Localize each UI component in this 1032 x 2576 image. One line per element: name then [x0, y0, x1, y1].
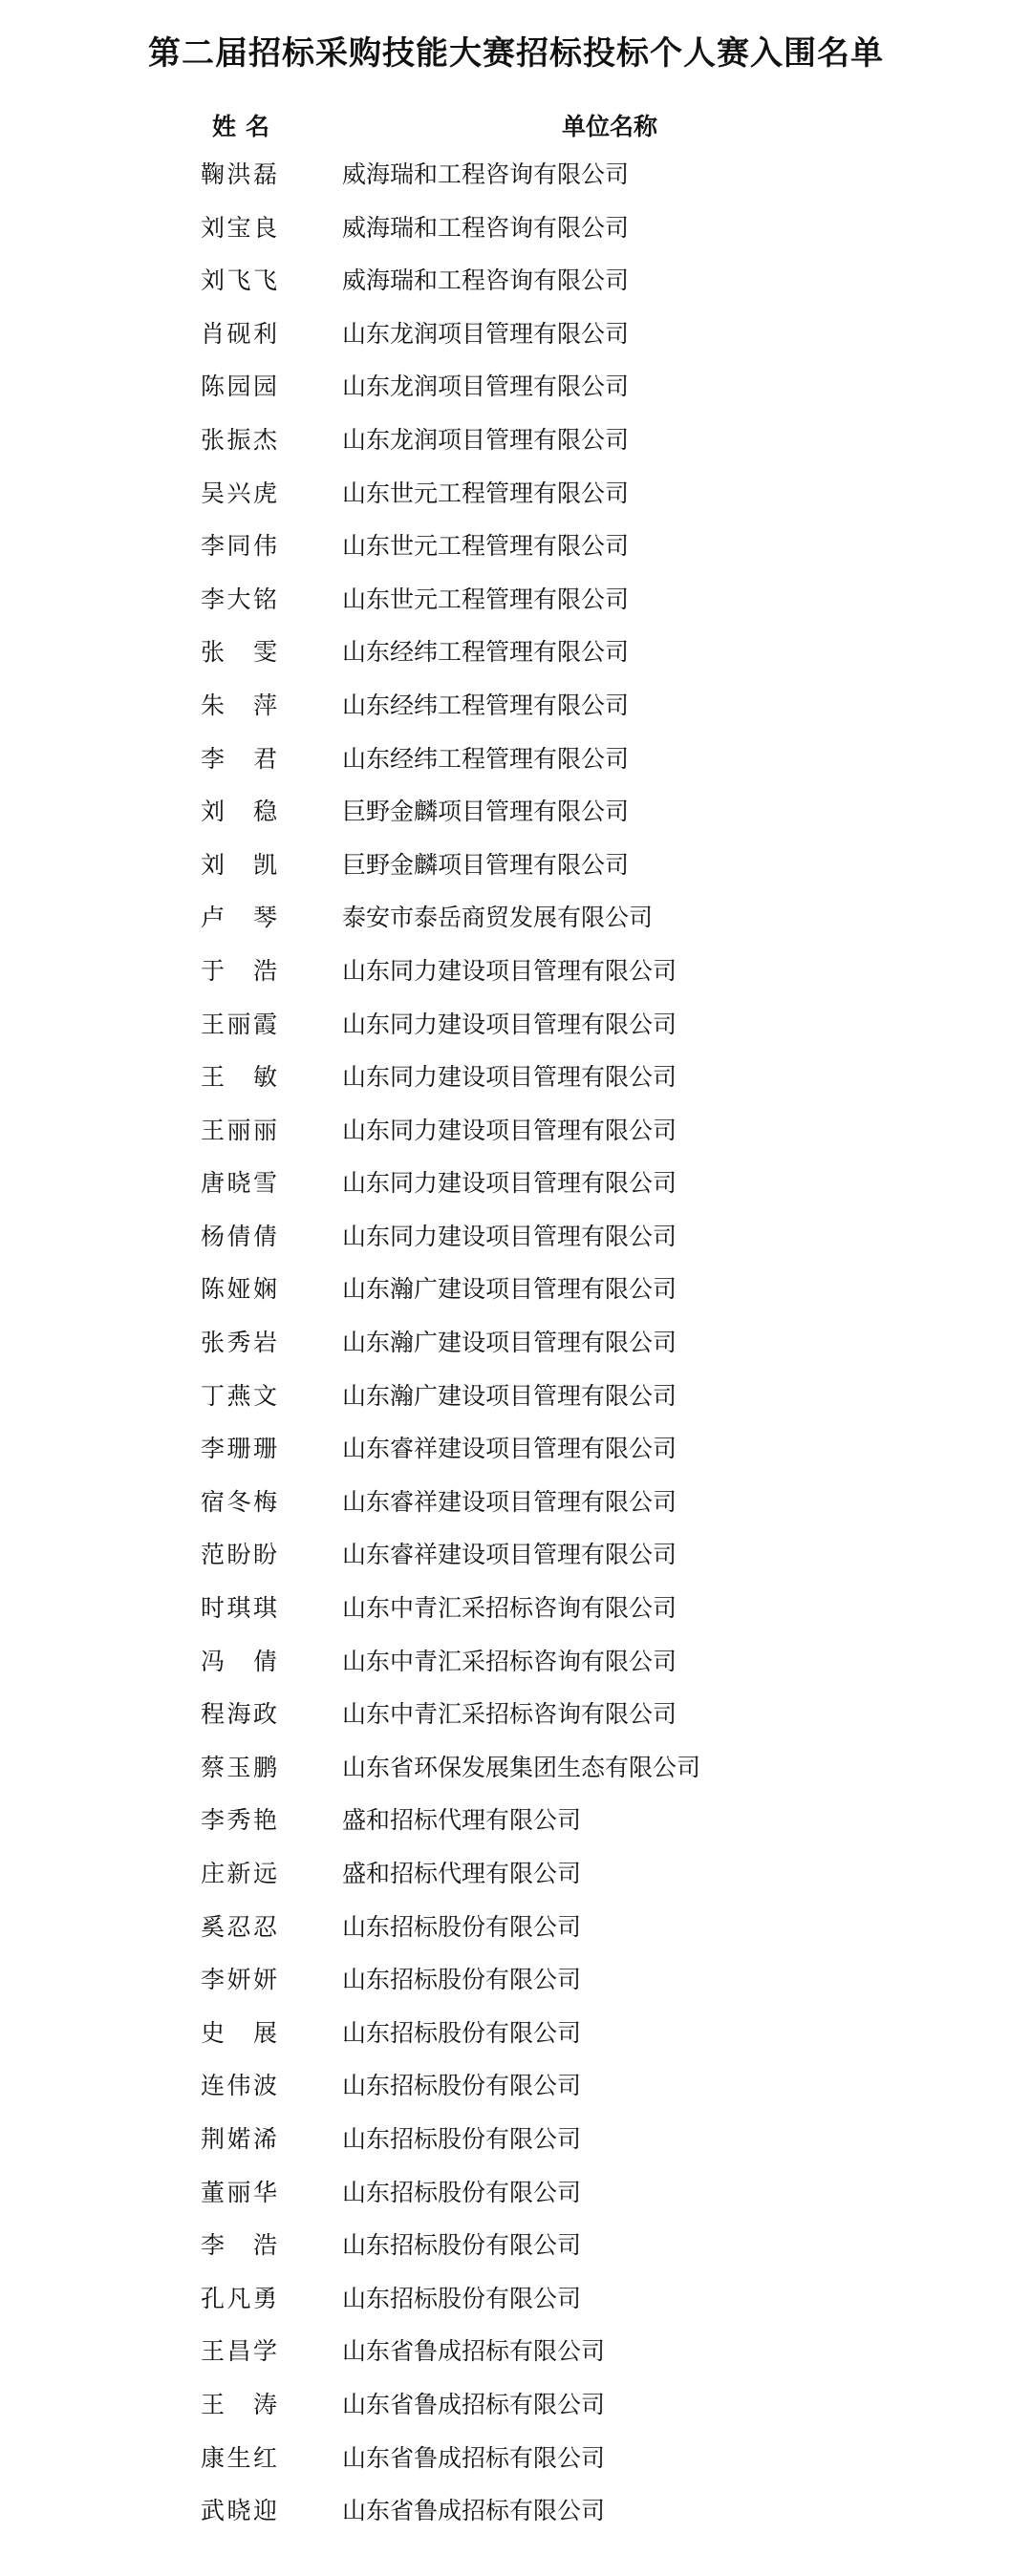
company-name: 山东同力建设项目管理有限公司 — [342, 1222, 677, 1250]
company-name: 山东省鲁成招标有限公司 — [342, 2443, 606, 2472]
company-name: 山东经纬工程管理有限公司 — [342, 744, 630, 773]
person-name: 张振杰 — [201, 425, 277, 454]
person-name: 王丽丽 — [201, 1116, 277, 1144]
company-name: 山东经纬工程管理有限公司 — [342, 638, 630, 667]
company-name: 山东招标股份有限公司 — [342, 2284, 582, 2312]
company-name: 山东招标股份有限公司 — [342, 2072, 582, 2100]
company-name: 山东招标股份有限公司 — [342, 2018, 582, 2047]
person-name: 王昌学 — [201, 2337, 277, 2366]
person-name: 刘 凯 — [201, 850, 277, 879]
company-name: 威海瑞和工程咨询有限公司 — [342, 160, 630, 188]
person-name: 李 浩 — [201, 2231, 277, 2260]
table-row — [0, 2435, 1032, 2488]
header-unit: 单位名称 — [562, 113, 658, 140]
person-name: 庄新远 — [201, 1860, 277, 1887]
company-name: 山东睿祥建设项目管理有限公司 — [342, 1541, 677, 1569]
company-name: 山东瀚广建设项目管理有限公司 — [342, 1381, 677, 1410]
person-name: 刘宝良 — [201, 213, 277, 242]
table-row — [0, 1319, 1032, 1373]
table-row — [0, 470, 1032, 523]
table-row — [0, 735, 1032, 789]
table-row — [0, 416, 1032, 470]
person-name: 奚忍忍 — [201, 1912, 277, 1941]
person-name: 吴兴虎 — [201, 479, 277, 507]
person-name: 于 浩 — [201, 956, 277, 985]
table-row — [0, 2328, 1032, 2381]
company-name: 山东省鲁成招标有限公司 — [342, 2497, 606, 2525]
table-row — [0, 2062, 1032, 2116]
person-name: 陈娅娴 — [201, 1275, 277, 1304]
person-name: 王 涛 — [201, 2390, 277, 2418]
table-row — [0, 2381, 1032, 2435]
company-name: 山东省鲁成招标有限公司 — [342, 2337, 606, 2366]
person-name: 史 展 — [201, 2018, 277, 2047]
company-name: 巨野金麟项目管理有限公司 — [342, 798, 630, 826]
header-name: 姓名 — [212, 113, 269, 140]
table-row — [0, 1531, 1032, 1585]
table-row — [0, 2116, 1032, 2169]
company-name: 山东招标股份有限公司 — [342, 2178, 582, 2206]
table-row — [0, 947, 1032, 1001]
person-name: 程海政 — [201, 1700, 277, 1729]
table-row — [0, 576, 1032, 629]
company-name: 山东招标股份有限公司 — [342, 2124, 582, 2153]
table-row — [0, 363, 1032, 416]
company-name: 山东经纬工程管理有限公司 — [342, 691, 630, 719]
table-row — [0, 1213, 1032, 1267]
person-name: 鞠洪磊 — [201, 160, 277, 188]
person-name: 孔凡勇 — [201, 2284, 277, 2312]
company-name: 山东中青汇采招标咨询有限公司 — [342, 1700, 677, 1729]
company-name: 山东睿祥建设项目管理有限公司 — [342, 1487, 677, 1516]
document-title: 第二届招标采购技能大赛招标投标个人赛入围名单 — [148, 34, 884, 73]
person-name: 丁燕文 — [201, 1381, 277, 1410]
person-name: 李同伟 — [201, 532, 277, 561]
company-name: 山东同力建设项目管理有限公司 — [342, 1063, 677, 1092]
person-name: 张 雯 — [201, 638, 277, 667]
company-name: 泰安市泰岳商贸发展有限公司 — [342, 904, 654, 932]
table-row — [0, 204, 1032, 258]
company-name: 山东省环保发展集团生态有限公司 — [342, 1753, 701, 1781]
person-name: 冯 倩 — [201, 1647, 277, 1675]
company-name: 山东睿祥建设项目管理有限公司 — [342, 1435, 677, 1463]
table-row — [0, 1001, 1032, 1054]
table-row — [0, 2275, 1032, 2329]
table-row — [0, 2010, 1032, 2063]
person-name: 董丽华 — [201, 2178, 277, 2206]
company-name: 盛和招标代理有限公司 — [342, 1860, 582, 1887]
person-name: 时琪琪 — [201, 1594, 277, 1623]
table-row — [0, 1691, 1032, 1744]
company-name: 山东招标股份有限公司 — [342, 2231, 582, 2260]
person-name: 杨倩倩 — [201, 1222, 277, 1250]
company-name: 盛和招标代理有限公司 — [342, 1806, 582, 1835]
company-name: 威海瑞和工程咨询有限公司 — [342, 266, 630, 295]
table-row — [0, 1107, 1032, 1160]
company-name: 山东世元工程管理有限公司 — [342, 532, 630, 561]
company-name: 山东招标股份有限公司 — [342, 1912, 582, 1941]
table-row — [0, 1373, 1032, 1426]
table-header-row — [0, 103, 1032, 151]
table-row — [0, 841, 1032, 895]
table-row — [0, 788, 1032, 841]
table-row — [0, 1585, 1032, 1638]
company-name: 山东同力建设项目管理有限公司 — [342, 1010, 677, 1038]
table-row — [0, 1744, 1032, 1798]
company-name: 巨野金麟项目管理有限公司 — [342, 850, 630, 879]
company-name: 威海瑞和工程咨询有限公司 — [342, 213, 630, 242]
person-name: 唐晓雪 — [201, 1169, 277, 1198]
table-row — [0, 257, 1032, 310]
table-row — [0, 628, 1032, 682]
table-row — [0, 1956, 1032, 2010]
person-name: 张秀岩 — [201, 1329, 277, 1357]
table-row — [0, 1160, 1032, 1213]
person-name: 李妍妍 — [201, 1966, 277, 1994]
table-row — [0, 1638, 1032, 1692]
company-name: 山东世元工程管理有限公司 — [342, 479, 630, 507]
person-name: 王 敏 — [201, 1063, 277, 1092]
person-name: 李 君 — [201, 744, 277, 773]
company-name: 山东省鲁成招标有限公司 — [342, 2390, 606, 2418]
company-name: 山东龙润项目管理有限公司 — [342, 319, 630, 348]
company-name: 山东中青汇采招标咨询有限公司 — [342, 1594, 677, 1623]
company-name: 山东同力建设项目管理有限公司 — [342, 1116, 677, 1144]
table-row — [0, 894, 1032, 947]
person-name: 陈园园 — [201, 373, 277, 401]
table-row — [0, 2222, 1032, 2275]
table-row — [0, 1850, 1032, 1904]
table-row — [0, 1904, 1032, 1957]
person-name: 李珊珊 — [201, 1435, 277, 1463]
table-row — [0, 682, 1032, 735]
person-name: 肖砚利 — [201, 319, 277, 348]
company-name: 山东同力建设项目管理有限公司 — [342, 1169, 677, 1198]
person-name: 王丽霞 — [201, 1010, 277, 1038]
person-name: 刘飞飞 — [201, 266, 277, 295]
person-name: 荆婼浠 — [201, 2124, 277, 2153]
person-name: 范盼盼 — [201, 1541, 277, 1569]
company-name: 山东龙润项目管理有限公司 — [342, 373, 630, 401]
person-name: 蔡玉鹏 — [201, 1753, 277, 1781]
person-name: 卢 琴 — [201, 904, 277, 932]
person-name: 朱 萍 — [201, 691, 277, 719]
person-name: 李秀艳 — [201, 1806, 277, 1835]
company-name: 山东世元工程管理有限公司 — [342, 585, 630, 613]
person-name: 连伟波 — [201, 2072, 277, 2100]
table-row — [0, 151, 1032, 204]
company-name: 山东同力建设项目管理有限公司 — [342, 956, 677, 985]
table-row — [0, 310, 1032, 364]
person-name: 李大铭 — [201, 585, 277, 613]
person-name: 宿冬梅 — [201, 1487, 277, 1516]
table-row — [0, 1479, 1032, 1532]
company-name: 山东招标股份有限公司 — [342, 1966, 582, 1994]
person-name: 刘 稳 — [201, 798, 277, 826]
table-row — [0, 1425, 1032, 1479]
table-row — [0, 1054, 1032, 1107]
person-name: 武晓迎 — [201, 2497, 277, 2525]
company-name: 山东瀚广建设项目管理有限公司 — [342, 1329, 677, 1357]
table-row — [0, 1266, 1032, 1319]
table-row — [0, 1797, 1032, 1850]
company-name: 山东龙润项目管理有限公司 — [342, 425, 630, 454]
table-row — [0, 2487, 1032, 2541]
table-row — [0, 522, 1032, 576]
company-name: 山东瀚广建设项目管理有限公司 — [342, 1275, 677, 1304]
table-row — [0, 2169, 1032, 2223]
person-name: 康生红 — [201, 2443, 277, 2472]
company-name: 山东中青汇采招标咨询有限公司 — [342, 1647, 677, 1675]
finalist-table — [0, 103, 1032, 2541]
